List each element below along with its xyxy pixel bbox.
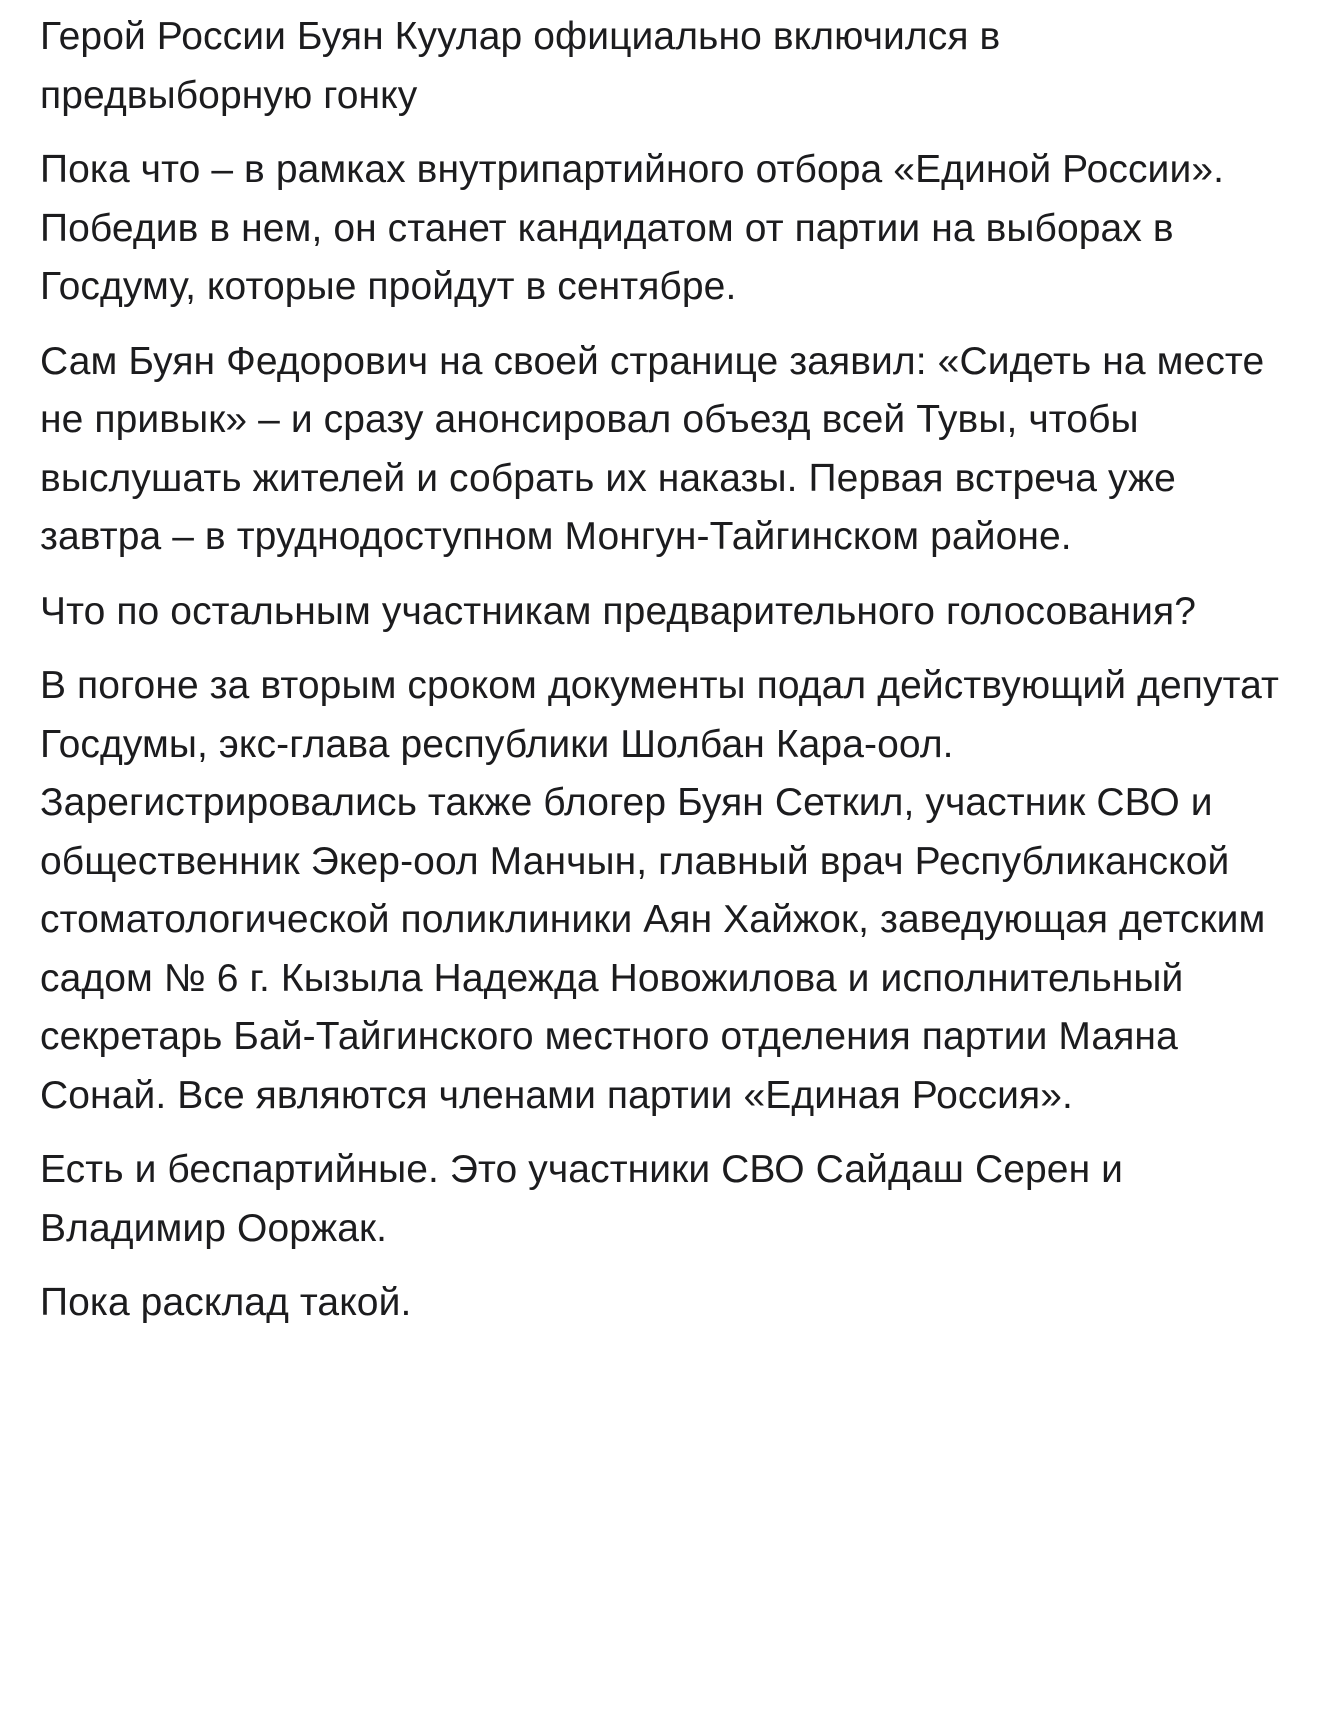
- post-paragraph-candidates: В погоне за вторым сроком документы подал действующий депутат Госдумы, экс-глава республики Шолбан Кара-оол. Зарегистрировались также блогер Буян Сеткил, участник СВО и общественник Экер-оол Манчын, главный врач Республиканской стоматологической поликлиники Аян Хайжок, заведующая детским садом № 6 г. Кызыла Надежда Новожилова и исполнительный секретарь Бай-Тайгинского местного отделения партии Маяна Сонай. Все являются членами партии «Единая Россия».: [40, 664, 1279, 1117]
- post-headline: Герой России Буян Куулар официально включился в предвыборную гонку: [40, 15, 1001, 117]
- post-paragraph-nonpartisan: Есть и беспартийные. Это участники СВО Сайдаш Серен и Владимир Ооржак.: [40, 1148, 1124, 1250]
- post-paragraph-primaries: Пока что – в рамках внутрипартийного отбора «Единой России». Победив в нем, он станет кандидатом от партии на выборах в Госдуму, которые пройдут в сентябре.: [40, 148, 1225, 308]
- post-paragraph-question: Что по остальным участникам предварительного голосования?: [40, 589, 1197, 633]
- post-paragraph-closing: Пока расклад такой.: [40, 1281, 412, 1324]
- post-paragraph-quote: Сам Буян Федорович на своей странице заявил: «Сидеть на месте не привык» – и сразу анонсировал объезд всей Тувы, чтобы выслушать жителей и собрать их наказы. Первая встреча уже завтра – в труднодоступном Монгун-Тайгинском районе.: [40, 339, 1265, 558]
